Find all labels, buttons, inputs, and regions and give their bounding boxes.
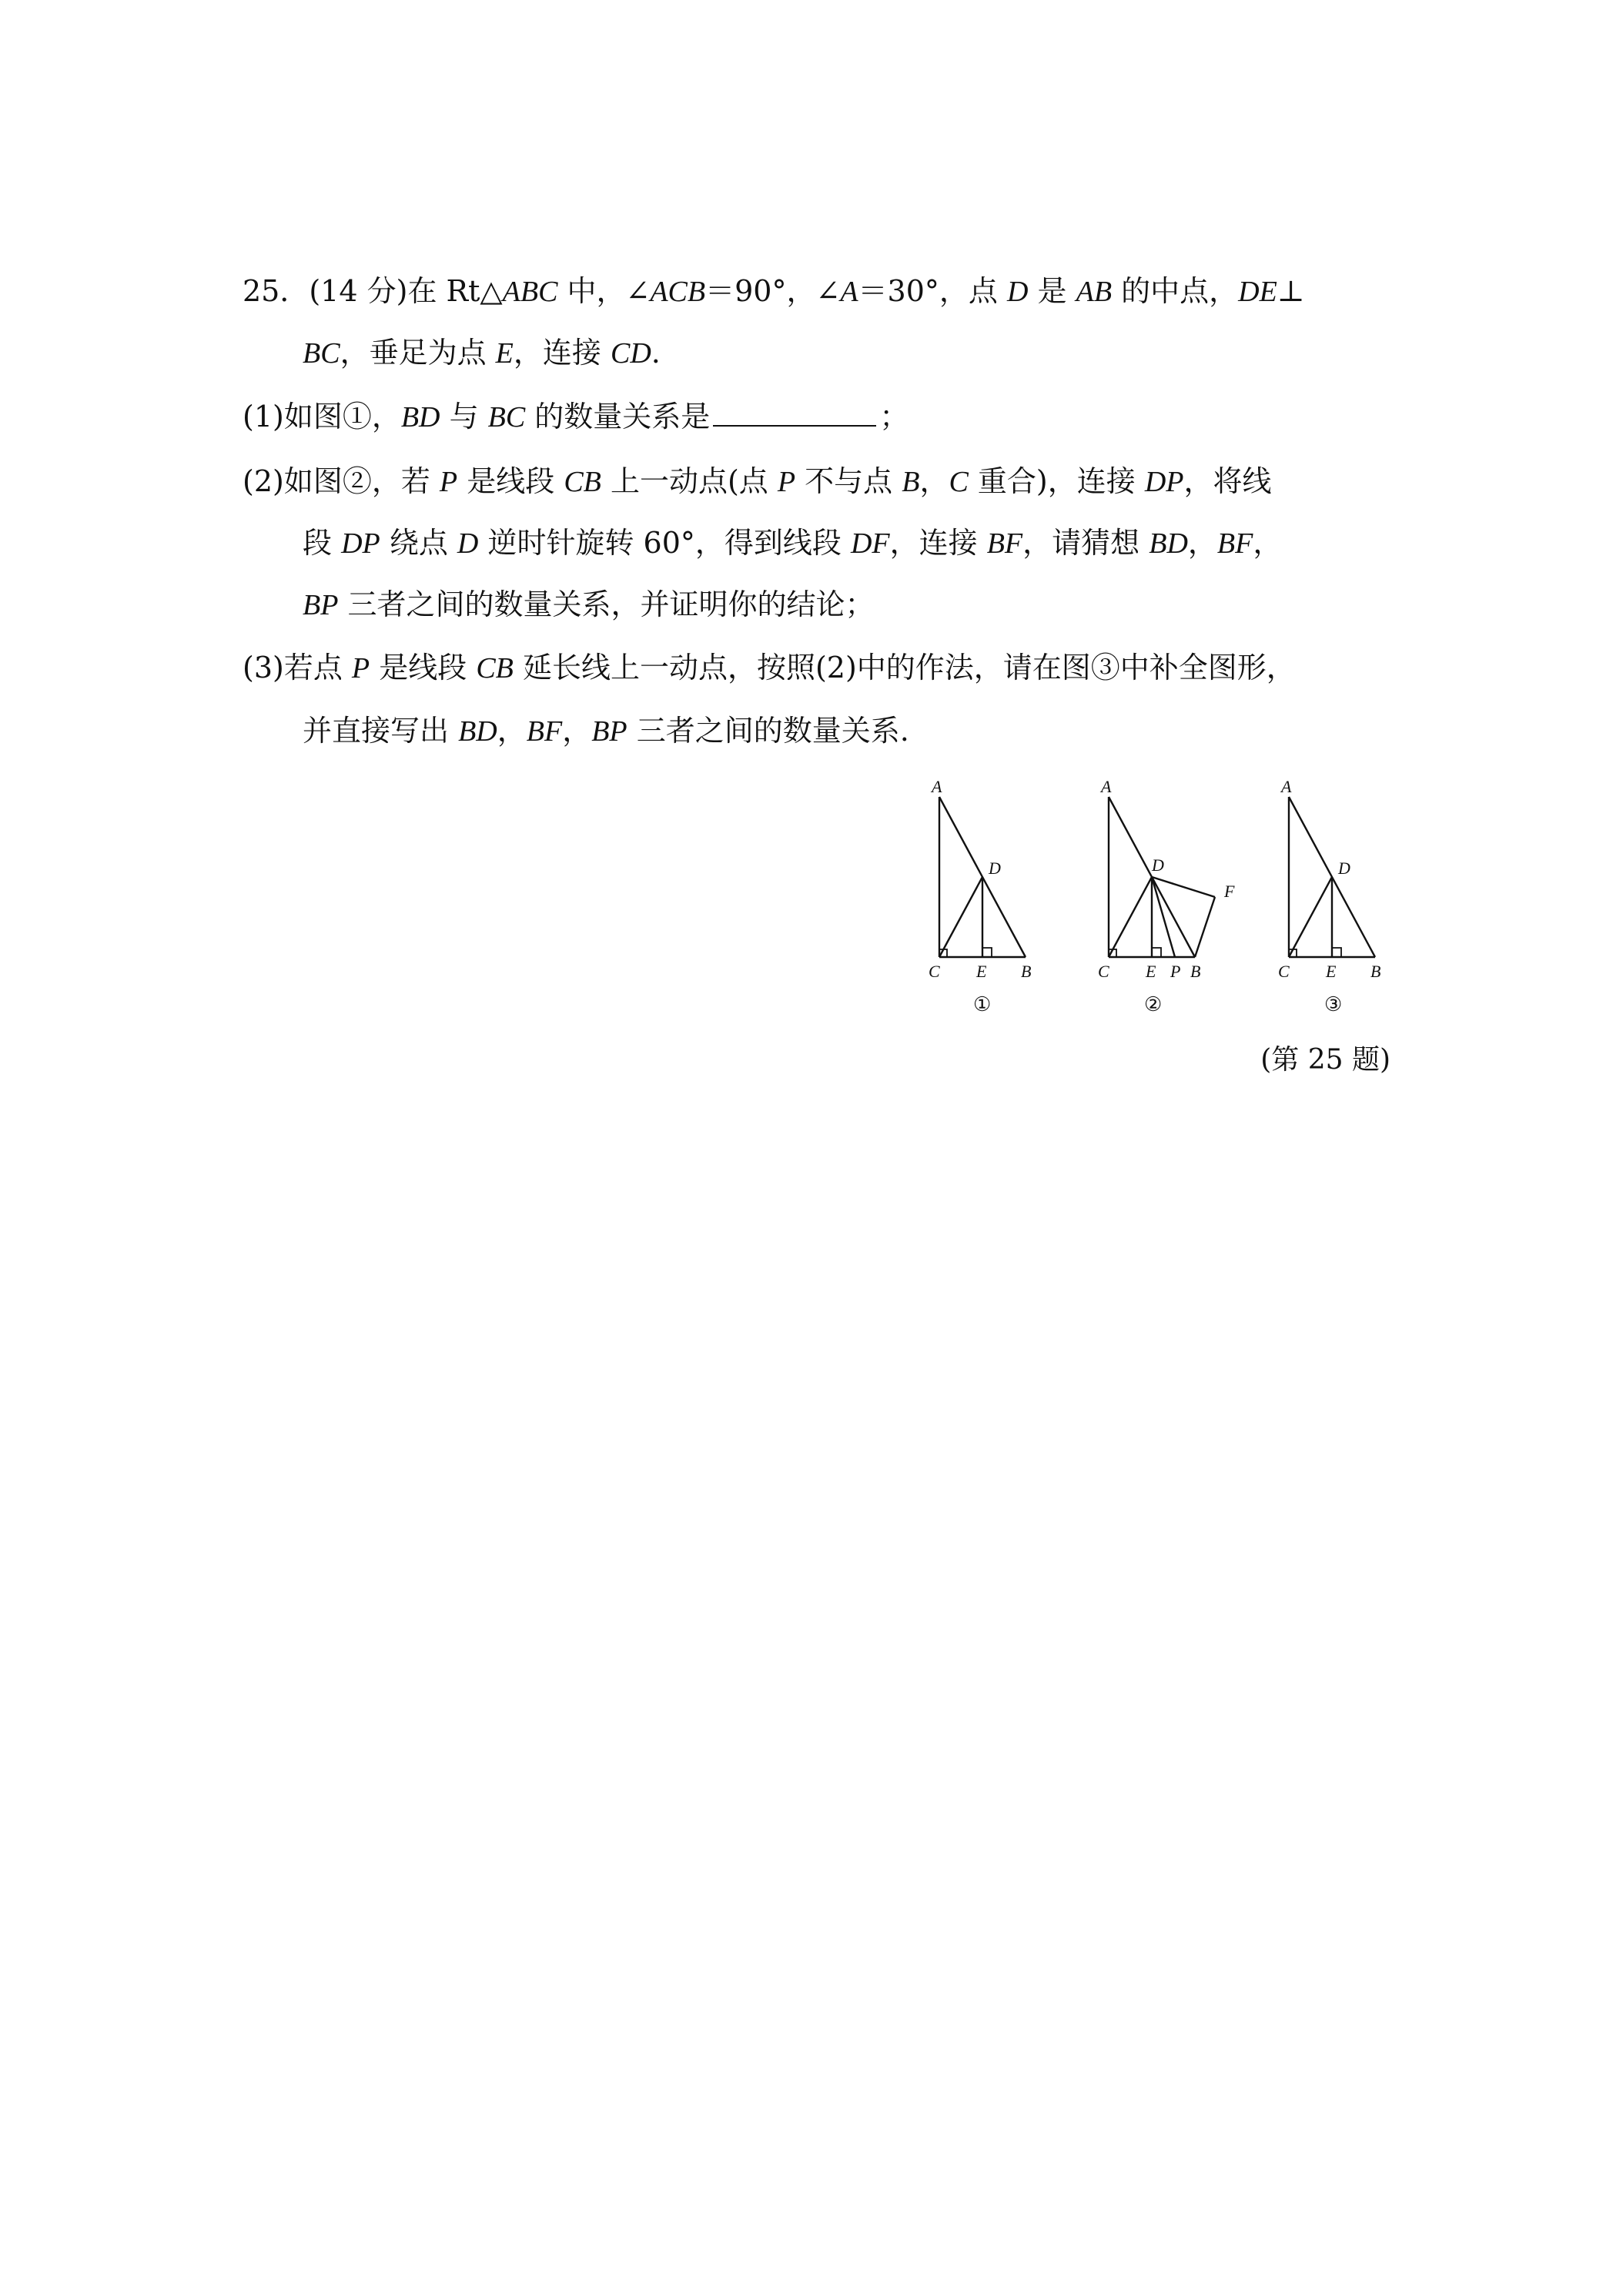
fig2-segment-dp bbox=[1152, 877, 1175, 957]
question-stem-line2 bbox=[303, 335, 661, 371]
part2-line2 bbox=[303, 525, 1282, 561]
figure-caption: (第 25 题) bbox=[1260, 1044, 1390, 1076]
stem-text: ，垂足为点 bbox=[340, 336, 496, 370]
part3-text: 是线段 bbox=[370, 651, 477, 684]
stem-var: E bbox=[495, 337, 514, 370]
fig3-label-b: B bbox=[1370, 962, 1381, 981]
part2-text: ，连接 bbox=[889, 526, 987, 560]
fig1-label-a: A bbox=[932, 777, 942, 796]
part3-var: CB bbox=[476, 652, 514, 684]
part2-line3 bbox=[303, 587, 875, 623]
part3-var: BF bbox=[526, 715, 563, 748]
part2-text: 段 bbox=[303, 526, 342, 560]
part2-text: ， bbox=[1253, 526, 1283, 560]
figures-panel bbox=[916, 774, 1409, 1036]
fig2-label-d: D bbox=[1152, 855, 1164, 875]
fig2-label-p: P bbox=[1170, 962, 1181, 981]
fig1-segment-cd bbox=[939, 877, 982, 957]
part2-var: BF bbox=[1216, 527, 1253, 560]
part2-text: ， bbox=[1187, 526, 1217, 560]
part2-var: D bbox=[457, 527, 479, 560]
part3-text: 三者之间的数量关系. bbox=[627, 714, 909, 748]
part2-text: 不与点 bbox=[795, 464, 902, 498]
part2-var: B bbox=[902, 466, 920, 498]
part2-var: P bbox=[439, 466, 458, 498]
part2-var: BP bbox=[303, 589, 339, 621]
fig3-segment-cd bbox=[1289, 877, 1332, 957]
part2-text: ， bbox=[919, 464, 949, 498]
part2-var: P bbox=[777, 466, 796, 498]
part3-var: BD bbox=[458, 715, 497, 748]
part3-text: ， bbox=[562, 714, 592, 748]
part2-text: ，将线 bbox=[1183, 464, 1272, 498]
part2-var: DP bbox=[1144, 466, 1184, 498]
fig3-right-angle-e bbox=[1332, 948, 1341, 957]
part3-text: ， bbox=[497, 714, 527, 748]
fig1-label-c: C bbox=[929, 962, 940, 981]
fig1-label-d: D bbox=[989, 858, 1001, 878]
part2-var: DF bbox=[850, 527, 890, 560]
fig2-right-angle-e bbox=[1152, 948, 1161, 957]
stem-var: ACB bbox=[650, 276, 706, 308]
question-number: 25． bbox=[243, 274, 310, 308]
stem-var: AB bbox=[1076, 276, 1113, 308]
figure-1 bbox=[939, 797, 1026, 957]
figure-3 bbox=[1289, 797, 1375, 957]
part2-var: BF bbox=[986, 527, 1023, 560]
part2-text: 三者之间的数量关系，并证明你的结论； bbox=[338, 587, 875, 621]
part1-text: ； bbox=[879, 400, 909, 433]
answer-blank[interactable] bbox=[713, 402, 876, 427]
fig2-segment-fb bbox=[1195, 897, 1215, 957]
part3-line1 bbox=[243, 650, 1296, 686]
fig1-label-e: E bbox=[976, 962, 987, 981]
part2-text: 上一动点(点 bbox=[601, 464, 778, 498]
figure-2 bbox=[1109, 797, 1215, 957]
fig3-label-e: E bbox=[1326, 962, 1337, 981]
part2-var: C bbox=[949, 466, 969, 498]
part1-var: BC bbox=[487, 401, 526, 433]
stem-text: ＝90°，∠ bbox=[705, 274, 841, 308]
stem-text: 是 bbox=[1028, 274, 1076, 308]
question-score: (14 分) bbox=[309, 274, 408, 308]
part3-text: (3)若点 bbox=[243, 651, 352, 684]
part2-text: 重合)，连接 bbox=[968, 464, 1145, 498]
part3-line2 bbox=[303, 713, 909, 749]
part3-var: BP bbox=[591, 715, 627, 748]
stem-text: 在 Rt△ bbox=[407, 274, 503, 308]
stem-text: 的中点， bbox=[1112, 274, 1239, 308]
fig3-label-a: A bbox=[1281, 777, 1292, 796]
part2-text: 是线段 bbox=[457, 464, 564, 498]
stem-text: ＝30°，点 bbox=[858, 274, 1007, 308]
figures-svg bbox=[916, 774, 1409, 1036]
fig1-right-angle-e bbox=[982, 948, 992, 957]
fig3-label-c: C bbox=[1278, 962, 1290, 981]
fig2-label-c: C bbox=[1098, 962, 1109, 981]
fig2-label-e: E bbox=[1146, 962, 1156, 981]
stem-var: DE bbox=[1238, 276, 1277, 308]
part2-text: 逆时针旋转 60°，得到线段 bbox=[478, 526, 851, 560]
part2-text: (2)如图②，若 bbox=[243, 464, 440, 498]
stem-var: A bbox=[840, 276, 858, 308]
stem-text: ，连接 bbox=[513, 336, 611, 370]
fig1-label-b: B bbox=[1021, 962, 1032, 981]
stem-var: ABC bbox=[502, 276, 558, 308]
fig3-number: ③ bbox=[1324, 993, 1343, 1016]
part2-line1 bbox=[243, 464, 1272, 500]
stem-text: 中，∠ bbox=[557, 274, 651, 308]
part2-var: DP bbox=[341, 527, 380, 560]
part2-var: BD bbox=[1149, 527, 1188, 560]
part2-text: 绕点 bbox=[380, 526, 457, 560]
fig2-number: ② bbox=[1144, 993, 1163, 1016]
stem-var: BC bbox=[303, 337, 340, 370]
part3-var: P bbox=[351, 652, 370, 684]
part1-text: 与 bbox=[440, 400, 488, 433]
fig1-number: ① bbox=[973, 993, 992, 1016]
stem-text: ⊥ bbox=[1277, 274, 1305, 308]
fig2-label-a: A bbox=[1101, 777, 1112, 796]
part2-text: ，请猜想 bbox=[1022, 526, 1149, 560]
part1-text: 的数量关系是 bbox=[525, 400, 711, 433]
stem-var: D bbox=[1006, 276, 1029, 308]
part1-text: (1)如图①， bbox=[243, 400, 401, 433]
stem-text: . bbox=[651, 336, 661, 370]
stem-var: CD bbox=[610, 337, 651, 370]
question-stem-line1 bbox=[243, 273, 1305, 310]
fig3-label-d: D bbox=[1338, 858, 1350, 878]
fig2-label-f: F bbox=[1224, 882, 1235, 901]
part3-text: 延长线上一动点，按照(2)中的作法，请在图③中补全图形， bbox=[513, 651, 1296, 684]
part3-text: 并直接写出 bbox=[303, 714, 459, 748]
fig2-label-b: B bbox=[1190, 962, 1201, 981]
part1-line bbox=[243, 399, 909, 435]
part1-var: BD bbox=[400, 401, 440, 433]
fig2-segment-cd bbox=[1109, 877, 1152, 957]
part2-var: CB bbox=[564, 466, 601, 498]
